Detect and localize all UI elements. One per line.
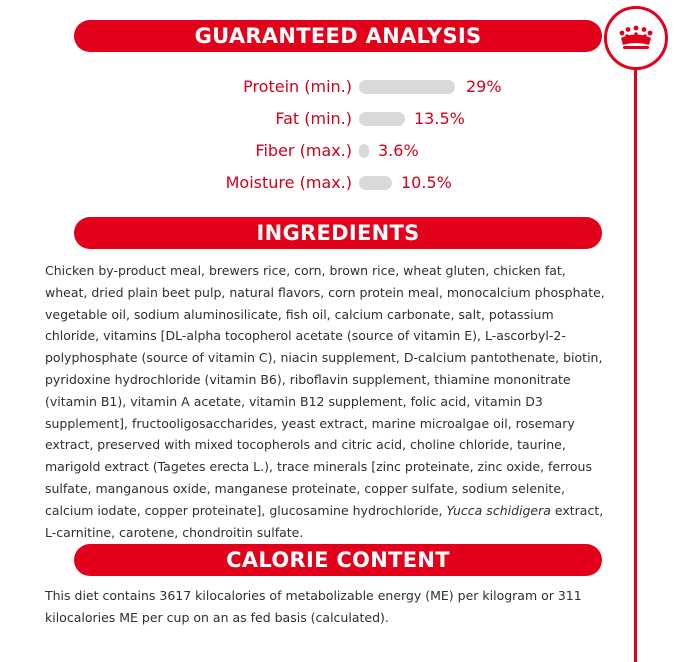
analysis-banner — [74, 20, 602, 52]
analysis-label: Moisture (max.) — [225, 173, 352, 192]
ingredients-title: INGREDIENTS — [256, 221, 420, 245]
crown-icon — [607, 9, 665, 67]
analysis-row-fiber — [0, 139, 679, 163]
ingredients-text-part: extract, L-carnitine, carotene, chondroitin sulfate. — [45, 502, 604, 540]
analysis-label: Protein (min.) — [243, 77, 352, 96]
analysis-row-fat — [0, 107, 679, 131]
analysis-value: 29% — [466, 77, 502, 96]
analysis-row-moisture — [0, 171, 679, 195]
analysis-bar — [359, 112, 405, 126]
analysis-value: 10.5% — [401, 173, 452, 192]
analysis-bar — [359, 80, 455, 94]
analysis-row-protein — [0, 75, 679, 99]
ingredients-text-part: Chicken by-product meal, brewers rice, corn, brown rice, wheat gluten, chicken fat, wheat, dried plain beet pulp, natural flavors, corn protein meal, monocalcium phosphate, vegetable oil, sodium aluminosilicate, fish oil, calcium carbonate, salt, potassium chloride, vitamins [DL-alpha tocopherol acetate (source of vitamin E), L-ascorbyl-2-polyphosphate (source of vitamin C), niacin supplement, D-calcium pantothenate, biotin, pyridoxine hydrochloride (vitamin B6), riboflavin supplement, thiamine mononitrate (vitamin B1), vitamin A acetate, vitamin B12 supplement, folic acid, vitamin D3 supplement], fructooligosaccharides, yeast extract, marine microalgae oil, rosemary extract, preserved with mixed tocopherols and citric acid, choline chloride, taurine, marigold extract (Tagetes erecta L.), trace minerals [zinc proteinate, zinc oxide, ferrous sulfate, manganous oxide, manganese proteinate, copper sulfate, sodium selenite, calcium iodate, copper proteinate], glucosamine hydrochloride, — [45, 263, 605, 518]
calorie-text: This diet contains 3617 kilocalories of metabolizable energy (ME) per kilogram or 311 kilocalories ME per cup on an as fed basis (calculated). — [45, 588, 582, 625]
analysis-bar — [359, 176, 392, 190]
analysis-title: GUARANTEED ANALYSIS — [194, 24, 482, 48]
analysis-bar — [359, 144, 369, 158]
ingredients-text — [45, 260, 605, 543]
analysis-label: Fiber (max.) — [255, 141, 352, 160]
calorie-title: CALORIE CONTENT — [226, 548, 450, 572]
analysis-label: Fat (min.) — [275, 109, 352, 128]
brand-logo — [604, 6, 668, 70]
ingredients-italic-text: Yucca schidigera — [446, 502, 551, 518]
ingredients-banner — [74, 217, 602, 249]
analysis-value: 13.5% — [414, 109, 465, 128]
analysis-value: 3.6% — [378, 141, 419, 160]
calorie-banner — [74, 544, 602, 576]
